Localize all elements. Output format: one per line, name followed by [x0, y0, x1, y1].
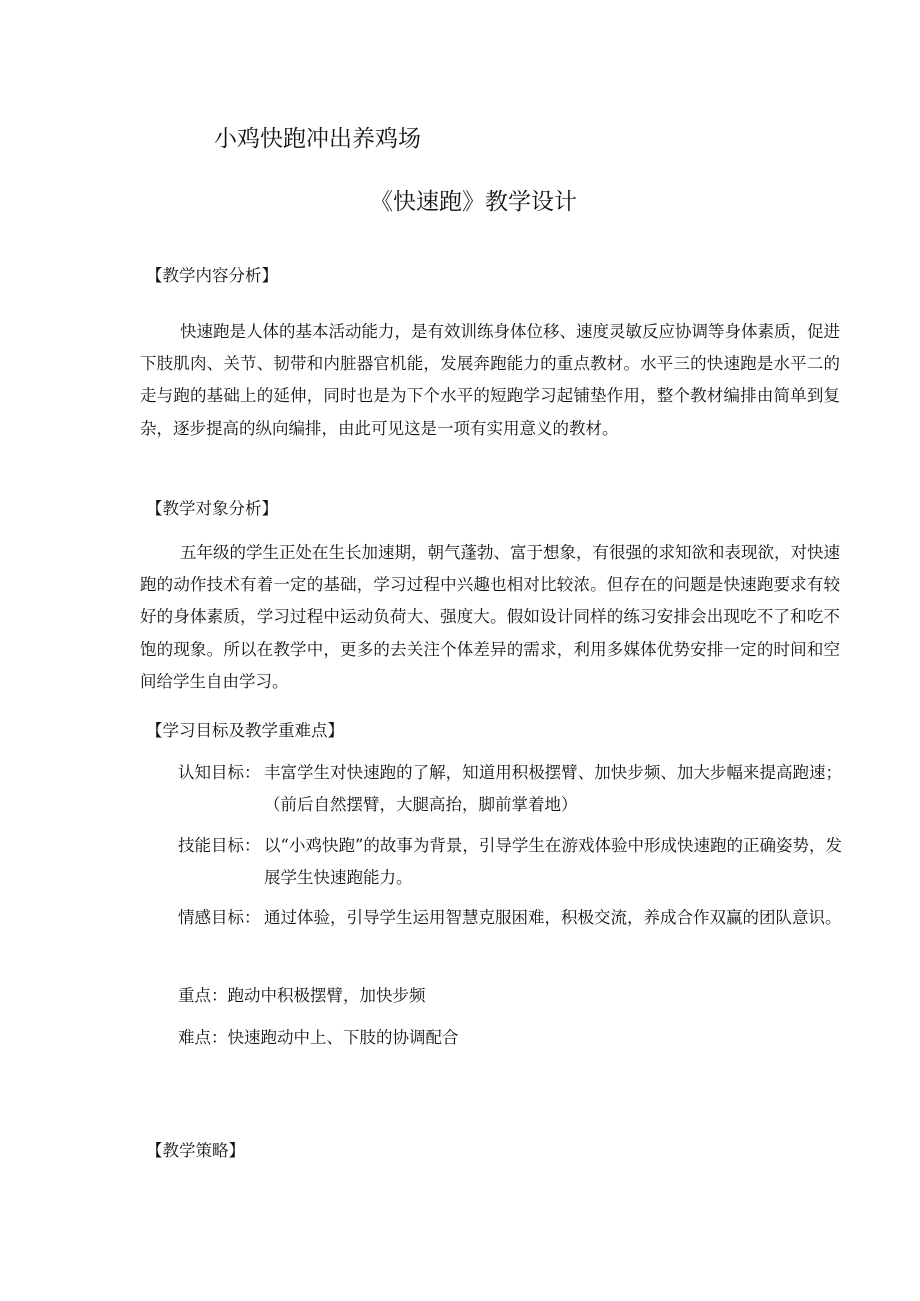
goal-skill-text: 以“小鸡快跑”的故事为背景，引导学生在游戏体验中形成快速跑的正确姿势，发展学生快速跑能力。: [264, 836, 842, 887]
goal-skill-label: 技能目标：: [178, 836, 261, 855]
goal-emotion-label: 情感目标：: [178, 908, 261, 927]
key-point: 重点：跑动中积极摆臂，加快步频: [178, 986, 426, 1005]
document-subtitle: 《快速跑》教学设计: [370, 189, 577, 215]
goal-cognitive: [178, 757, 842, 821]
document-title: 小鸡快跑冲出养鸡场: [214, 126, 421, 152]
difficulty-point: 难点：快速跑动中上、下肢的协调配合: [178, 1028, 459, 1047]
paragraph-content-analysis: 快速跑是人体的基本活动能力，是有效训练身体位移、速度灵敏反应协调等身体素质，促进下肢肌肉、关节、韧带和内脏器官机能，发展奔跑能力的重点教材。水平三的快速跑是水平二的走与跑的基础上的延伸，同时也是为下个水平的短跑学习起铺垫作用，整个教材编排由简单到复杂，逐步提高的纵向编排，由此可见这是一项有实用意义的教材。: [140, 322, 840, 438]
goal-skill: [178, 830, 842, 894]
heading-goals: 【学习目标及教学重难点】: [146, 721, 344, 740]
heading-content-analysis: 【教学内容分析】: [146, 266, 278, 285]
goal-cognitive-label: 认知目标：: [178, 763, 261, 782]
goal-emotion: [178, 902, 842, 934]
paragraph-object-analysis: 五年级的学生正处在生长加速期，朝气蓬勃、富于想象，有很强的求知欲和表现欲，对快速跑的动作技术有着一定的基础，学习过程中兴趣也相对比较浓。但存在的问题是快速跑要求有较好的身体素质，学习过程中运动负荷大、强度大。假如设计同样的练习安排会出现吃不了和吃不饱的现象。所以在教学中，更多的去关注个体差异的需求，利用多媒体优势安排一定的时间和空间给学生自由学习。: [140, 543, 840, 691]
heading-strategy: 【教学策略】: [146, 1141, 245, 1160]
goal-emotion-text: 通过体验，引导学生运用智慧克服困难，积极交流，养成合作双赢的团队意识。: [264, 908, 842, 927]
goal-cognitive-text: 丰富学生对快速跑的了解，知道用积极摆臂、加快步频、加大步幅来提高跑速；（前后自然摆臂，大腿高抬，脚前掌着地）: [264, 763, 842, 814]
heading-object-analysis: 【教学对象分析】: [146, 499, 278, 518]
